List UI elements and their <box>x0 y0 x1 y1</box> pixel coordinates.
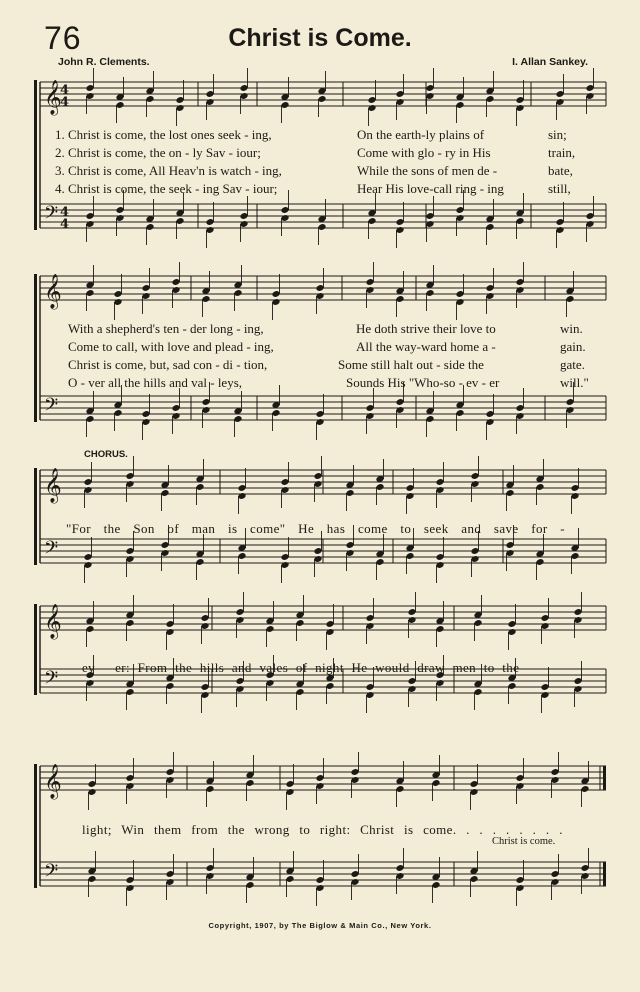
verse-line <box>0 181 640 199</box>
verse-line <box>0 339 640 357</box>
lyric-segment: Sounds His "Who-so - ev - er <box>346 375 500 390</box>
chorus-echo-line <box>0 836 640 854</box>
lyric-segment: train, <box>548 145 576 160</box>
treble-clef-icon: 𝄞 <box>44 764 62 799</box>
lyric-segment: 2. Christ is come, the on - ly Sav - iour; <box>55 145 261 160</box>
bass-clef-icon: 𝄢 <box>44 538 59 563</box>
bass-clef-icon: 𝄢 <box>44 203 59 228</box>
hymn-title: Christ is Come. <box>228 24 412 52</box>
time-signature-denominator: 4 <box>60 217 70 232</box>
lyric-segment: win. <box>560 321 583 336</box>
lyric-segment: Some still halt out - side the <box>338 357 484 372</box>
lyric-segment: "For the Son of man is come" He has come to seek and save for - <box>66 521 565 536</box>
composer-credit: I. Allan Sankey. <box>512 56 588 68</box>
chorus-line <box>0 521 640 539</box>
treble-clef-icon: 𝄞 <box>44 468 62 503</box>
lyric-segment: O - ver all the hills and val - leys, <box>68 375 243 390</box>
lyric-segment: While the sons of men de - <box>357 163 498 178</box>
verse-line <box>0 145 640 163</box>
bass-clef-icon: 𝄢 <box>44 861 59 886</box>
hymn-number: 76 <box>44 20 82 56</box>
copyright: Copyright, 1907, by The Biglow & Main Co., New York. <box>208 921 432 930</box>
treble-clef-icon: 𝄞 <box>44 274 62 309</box>
lyric-segment: All the way-ward home a - <box>356 339 496 354</box>
final-barline <box>603 862 606 886</box>
lyric-segment: gate. <box>560 357 585 372</box>
final-barline <box>603 766 606 790</box>
lyric-segment: Come to call, with love and plead - ing, <box>68 339 274 354</box>
verse-line <box>0 163 640 181</box>
lyric-segment: Hear His love-call ring - ing <box>357 181 504 196</box>
verse-line <box>0 357 640 375</box>
lyric-segment: ev - er: From the hills and vales of night He would draw men to the <box>82 660 520 675</box>
verse-line <box>0 127 640 145</box>
verse-line <box>0 321 640 339</box>
lyric-segment: gain. <box>560 339 586 354</box>
lyric-segment: 3. Christ is come, All Heav'n is watch - ing, <box>55 163 282 178</box>
system-brace <box>34 468 37 565</box>
lyric-segment: 4. Christ is come, the seek - ing Sav - iour; <box>55 181 278 196</box>
verse-line <box>0 375 640 393</box>
treble-clef-icon: 𝄞 <box>44 604 62 639</box>
system-brace <box>34 604 37 695</box>
lyric-segment: Come with glo - ry in His <box>357 145 491 160</box>
lyric-segment: will." <box>560 375 589 390</box>
time-signature-numerator: 4 <box>60 205 70 220</box>
lyric-segment: light; Win them from the wrong to right: Christ is come. . . . . . . . . <box>82 822 563 837</box>
lyric-segment: Christ is come, but, sad con - di - tion, <box>68 357 268 372</box>
chorus-label: CHORUS. <box>84 449 128 460</box>
lyric-segment: On the earth-ly plains of <box>357 127 485 142</box>
lyric-segment: bate, <box>548 163 573 178</box>
lyric-segment: Christ is come. <box>492 836 556 847</box>
lyric-segment: still, <box>548 181 571 196</box>
bass-clef-icon: 𝄢 <box>44 668 59 693</box>
lyric-segment: He doth strive their love to <box>356 321 496 336</box>
bass-clef-icon: 𝄢 <box>44 395 59 420</box>
lyric-segment: With a shepherd's ten - der long - ing, <box>68 321 264 336</box>
time-signature-numerator: 4 <box>60 83 70 98</box>
chorus-line <box>0 660 640 678</box>
lyric-segment: sin; <box>548 127 567 142</box>
treble-clef-icon: 𝄞 <box>44 80 62 115</box>
time-signature-denominator: 4 <box>60 95 70 110</box>
lyric-segment: 1. Christ is come, the lost ones seek - ing, <box>55 127 272 142</box>
lyricist-credit: John R. Clements. <box>58 56 150 68</box>
